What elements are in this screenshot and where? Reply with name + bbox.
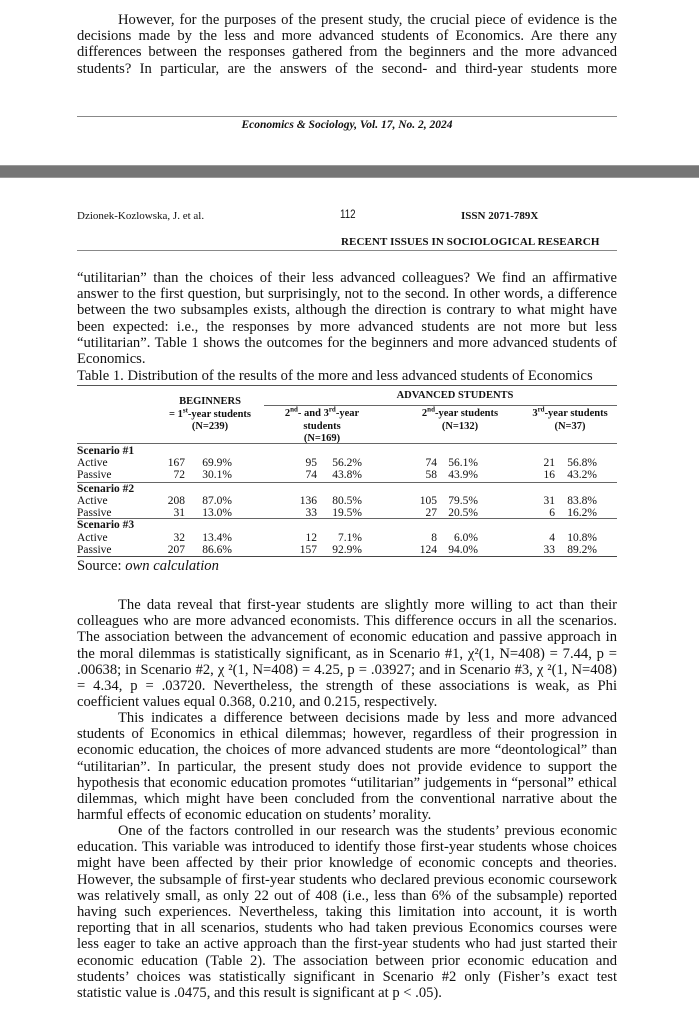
header-beginners-title: BEGINNERS xyxy=(179,396,241,407)
cell: 95 xyxy=(305,457,317,469)
cell: 13.4% xyxy=(202,532,232,544)
cell: 20.5% xyxy=(448,507,478,519)
table-rule-scenario-3 xyxy=(77,518,617,519)
header-rule xyxy=(77,250,617,251)
cell: 89.2% xyxy=(567,544,597,556)
cell: 27 xyxy=(425,507,437,519)
cell: 74 xyxy=(305,469,317,481)
scenario-3-label: Scenario #3 xyxy=(77,519,135,531)
cell: 30.1% xyxy=(202,469,232,481)
cell: 92.9% xyxy=(332,544,362,556)
page-separator xyxy=(0,165,699,178)
cell: 43.8% xyxy=(332,469,362,481)
cell: 56.1% xyxy=(448,457,478,469)
table-source: Source: own calculation xyxy=(77,558,219,574)
cell: 157 xyxy=(299,544,317,556)
cell: 207 xyxy=(167,544,185,556)
row-label: Passive xyxy=(77,544,112,556)
body-paragraph-1: “utilitarian” than the choices of their less advanced colleagues? We find an affirmative answer to the first question, but surprisingly, not to the second. In other words, a difference between the two subsamples exists, although the direction is contrary to what might have been expected: i.e., the responses by more advanced students are not more but less “utilitarian”. Table 1 shows the outcomes for the beginners and more advanced students of Economics. xyxy=(77,270,617,368)
header-section-title: RECENT ISSUES IN SOCIOLOGICAL RESEARCH xyxy=(341,236,600,248)
cell: 16 xyxy=(543,469,555,481)
cell: 19.5% xyxy=(332,507,362,519)
header-col-3rd: 3rd-year students (N=37) xyxy=(532,405,608,432)
cell: 105 xyxy=(419,495,437,507)
cell: 94.0% xyxy=(448,544,478,556)
body-paragraph-3: This indicates a difference between decisions made by less and more advanced students of Economics in ethical dilemmas; however, regardless of their progression in economic education, the choices of more advanced students are more “deontological” than “utilitarian”. In particular, the present study does not provide evidence to support the hypothesis that economic education promotes “utilitarian” judgements in “personal” ethical dilemmas, which might have been concluded from the conventional narrative about the harmful effects of economic education on students’ morality. xyxy=(77,710,617,824)
body-paragraph-4: One of the factors controlled in our research was the students’ previous economic education. This variable was introduced to identify those first-year students whose choices might have been affected by their prior knowledge of economic concepts and theories. However, the subsample of first-year students who declared previous economic coursework was relatively small, as only 22 out of 408 (i.e., less than 6% of the subsample) reported having such experiences. Nevertheless, taking this limitation into account, it is worth reporting that in all scenarios, students who had taken previous Economics courses were less eager to take an active approach than the first-year students who had just started their economic education (Table 2). The association between prior economic education and students’ choices was statistically significant in Scenario #2 only (Fisher’s exact test statistic value is .0475, and this result is significant at p < .05). xyxy=(77,823,617,1002)
table-rule-scenario-2 xyxy=(77,482,617,483)
cell: 208 xyxy=(167,495,185,507)
cell: 136 xyxy=(299,495,317,507)
header-author: Dzionek-Kozlowska, J. et al. xyxy=(77,210,205,222)
cell: 58 xyxy=(425,469,437,481)
cell: 87.0% xyxy=(202,495,232,507)
previous-page-paragraph: However, for the purposes of the present study, the crucial piece of evidence is the decisions made by the less and more advanced students of Economics. Are there any differences between the responses gathered from the beginners and the more advanced students? In particular, are the answers of the second- and third-year students more xyxy=(77,12,617,77)
header-beginners-n: (N=239) xyxy=(191,421,229,432)
cell: 69.9% xyxy=(202,457,232,469)
header-beginners-subtitle: = 1st-year students xyxy=(168,406,252,420)
scenario-2-label: Scenario #2 xyxy=(77,483,135,495)
header-issn: ISSN 2071-789X xyxy=(461,210,539,222)
cell: 21 xyxy=(543,457,555,469)
scenario-1-label: Scenario #1 xyxy=(77,445,135,457)
cell: 56.2% xyxy=(332,457,362,469)
cell: 79.5% xyxy=(448,495,478,507)
cell: 8 xyxy=(431,532,437,544)
cell: 33 xyxy=(305,507,317,519)
cell: 124 xyxy=(419,544,437,556)
row-label: Active xyxy=(77,457,108,469)
cell: 32 xyxy=(173,532,185,544)
header-col-2nd-3rd: 2nd- and 3rd-year students (N=169) xyxy=(284,405,360,444)
cell: 43.9% xyxy=(448,469,478,481)
header-page-number: 112 xyxy=(340,209,356,221)
row-label: Passive xyxy=(77,469,112,481)
cell: 167 xyxy=(167,457,185,469)
cell: 43.2% xyxy=(567,469,597,481)
row-label: Passive xyxy=(77,507,112,519)
table-rule-header xyxy=(77,443,617,444)
table-caption: Table 1. Distribution of the results of the more and less advanced students of Economics xyxy=(77,368,593,384)
cell: 72 xyxy=(173,469,185,481)
cell: 13.0% xyxy=(202,507,232,519)
cell: 6 xyxy=(549,507,555,519)
cell: 31 xyxy=(543,495,555,507)
cell: 74 xyxy=(425,457,437,469)
cell: 6.0% xyxy=(454,532,478,544)
cell: 80.5% xyxy=(332,495,362,507)
table-rule-advanced xyxy=(264,405,617,406)
row-label: Active xyxy=(77,495,108,507)
table-rule-bottom xyxy=(77,556,617,557)
row-label: Active xyxy=(77,532,108,544)
footer-journal-citation: Economics & Sociology, Vol. 17, No. 2, 2024 xyxy=(241,119,453,131)
cell: 56.8% xyxy=(567,457,597,469)
cell: 10.8% xyxy=(567,532,597,544)
cell: 31 xyxy=(173,507,185,519)
header-beginners xyxy=(140,396,280,434)
cell: 4 xyxy=(549,532,555,544)
table-rule-top xyxy=(77,385,617,386)
body-paragraph-2: The data reveal that first-year students are slightly more willing to act than their colleagues who are more advanced economists. This difference occurs in all the scenarios. The association between the advancement of economic education and passive approach in the moral dilemmas is statistically significant, as in Scenario #1, χ²(1, N=408) = 7.44, p = .00638; in Scenario #2, χ ²(1, N=408) = 4.25, p = .03927; and in Scenario #3, χ ²(1, N=408) = 4.34, p = .03720. Nevertheless, the strength of these associations is weak, as Phi coefficient values equal 0.368, 0.210, and 0.215, respectively. xyxy=(77,597,617,711)
cell: 33 xyxy=(543,544,555,556)
cell: 12 xyxy=(305,532,317,544)
header-advanced-group: ADVANCED STUDENTS xyxy=(396,390,514,401)
cell: 83.8% xyxy=(567,495,597,507)
cell: 86.6% xyxy=(202,544,232,556)
cell: 7.1% xyxy=(338,532,362,544)
cell: 16.2% xyxy=(567,507,597,519)
footer-rule xyxy=(77,116,617,117)
header-col-2nd: 2nd-year students (N=132) xyxy=(421,405,499,432)
